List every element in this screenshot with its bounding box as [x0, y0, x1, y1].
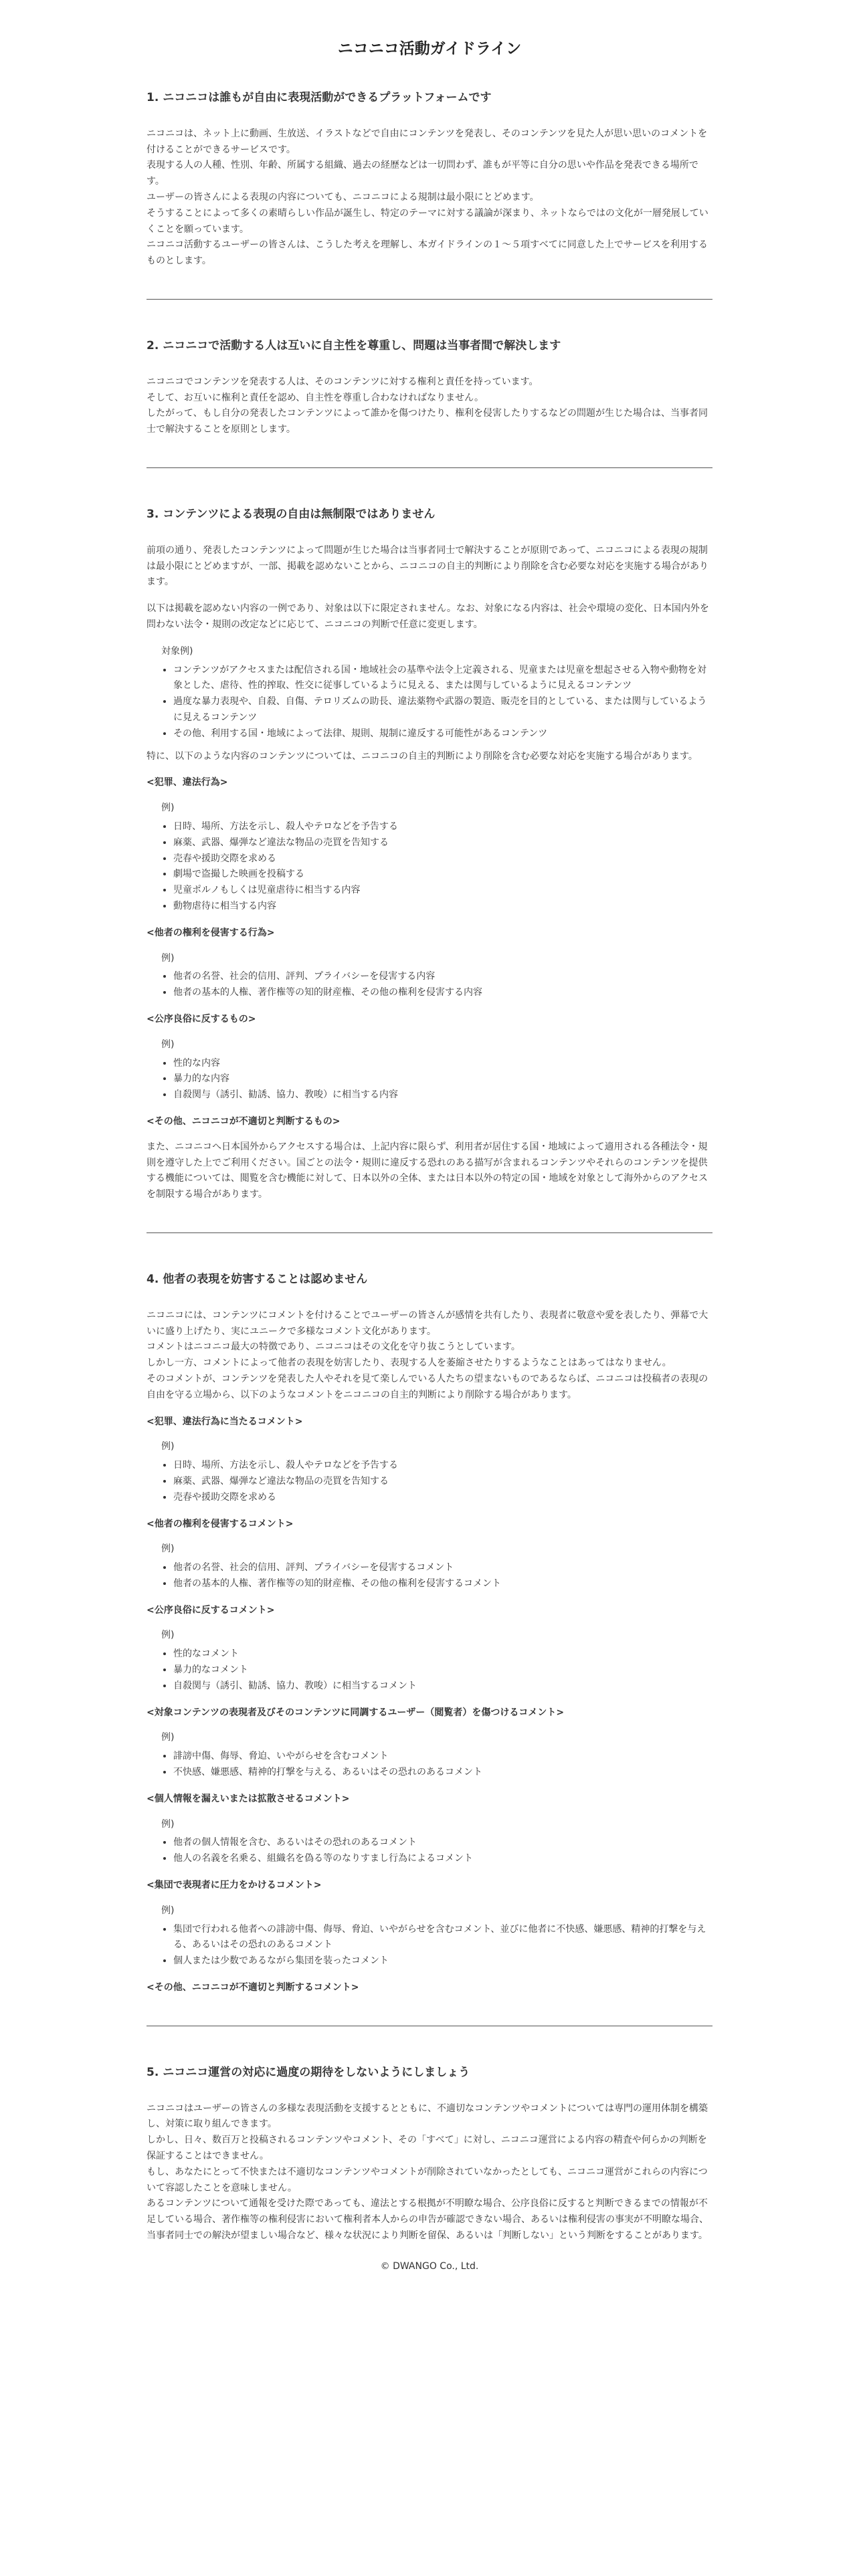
list-item: • 不快感、嫌悪感、精神的打撃を与える、あるいはその恐れのあるコメント [173, 1765, 712, 1781]
list-item: • 劇場で盗撮した映画を投稿する [173, 867, 712, 883]
example-label: 例) [161, 1818, 175, 1830]
section-paragraph: ニコニコには、コンテンツにコメントを付けることでユーザーの皆さんが感情を共有したり、表現者に敬意や愛を表したり、弾幕で大いに盛り上げたり、実にユニークで多様なコメント文化があります。 コメントはニコニコ最大の特徴であり、ニコニコはその文化を守り抜こうとしています。 しかし一方、コメントによって他者の表現を妨害したり、表現する人を萎縮させたりするようなことはあってはなりません。 そのコメントが、コンテンツを発表した人やそれを見て楽しんでいる人たちの望まないものであるならば、ニコニコは投稿者の表現の自由を守る立場から、以下のようなコメントをニコニコの自主的判断により削除する場合があります。 [147, 1309, 708, 1400]
section-paragraph: 前項の通り、発表したコンテンツによって問題が生じた場合は当事者同士で解決することが原則であって、ニコニコによる表現の規制は最小限にとどめますが、一部、掲載を認めないことから、ニコニコの自主的判断により削除を含む必要な対応を実施する場合があります。 [147, 544, 708, 588]
group-title: <対象コンテンツの表現者及びそのコンテンツに同調するユーザー（閲覧者）を傷つけるコメント> [147, 1707, 565, 1718]
copyright-footer: © DWANGO Co., Ltd. [380, 2260, 479, 2272]
section-4 [147, 1272, 712, 1996]
page-title: ニコニコ活動ガイドライン [337, 40, 522, 58]
list-item: • 過度な暴力表現や、自殺、自傷、テロリズムの助長、違法薬物や武器の製造、販売を目的としている、または関与しているように見えるコンテンツ [173, 694, 712, 726]
example-list [147, 969, 712, 1001]
list-item: • 児童ポルノもしくは児童虐待に相当する内容 [173, 883, 712, 899]
target-list [147, 663, 712, 742]
section-3 [147, 507, 712, 1203]
example-list [147, 1835, 712, 1867]
example-list [147, 1458, 712, 1505]
section-paragraph: ニコニコは、ネット上に動画、生放送、イラストなどで自由にコンテンツを発表し、そのコンテンツを見た人が思い思いのコメントを付けることができるサービスです。 表現する人の人種、性別、年齢、所属する組織、過去の経歴などは一切問わず、誰もが平等に自分の思いや作品を発表できる場所です。 ユーザーの皆さんによる表現の内容についても、ニコニコによる規制は最小限にとどめます。 そうすることによって多くの素晴らしい作品が誕生し、特定のテーマに対する議論が深まり、ネットならではの文化が一層発展していくことを願っています。 ニコニコ活動するユーザーの皆さんは、こうした考えを理解し、本ガイドラインの１～５項すべてに同意した上でサービスを利用するものとします。 [147, 128, 708, 267]
group-title: <その他、ニコニコが不適切と判断するもの> [147, 1115, 341, 1127]
list-item: • 暴力的な内容 [173, 1071, 712, 1087]
group-title: <公序良俗に反するもの> [147, 1013, 256, 1025]
list-item: • その他、利用する国・地域によって法律、規則、規制に違反する可能性があるコンテンツ [173, 726, 712, 742]
section-1 [147, 90, 712, 270]
example-label: 例) [161, 802, 175, 814]
group-title: <犯罪、違法行為> [147, 777, 228, 788]
list-item: • 麻薬、武器、爆弾など違法な物品の売買を告知する [173, 1474, 712, 1490]
section-heading: 3. コンテンツによる表現の自由は無制限ではありません [147, 508, 436, 522]
section-paragraph: 以下は掲載を認めない内容の一例であり、対象は以下に限定されません。なお、対象になる内容は、社会や環境の変化、日本国内外を問わない法令・規則の改定などに応じて、ニコニコの判断で任意に変更します。 [147, 603, 709, 631]
list-item: • 自殺関与（誘引、勧誘、協力、教唆）に相当する内容 [173, 1087, 712, 1103]
group-title: <集団で表現者に圧力をかけるコメント> [147, 1880, 322, 1891]
example-label: 例) [161, 1039, 175, 1050]
example-list [147, 1056, 712, 1103]
section-divider [147, 467, 712, 468]
section-heading: 4. 他者の表現を妨害することは認めません [147, 1272, 368, 1286]
example-label: 対象例) [161, 645, 193, 657]
section-paragraph: ニコニコでコンテンツを発表する人は、そのコンテンツに対する権利と責任を持っています。 そして、お互いに権利と責任を認め、自主性を尊重し合わなければなりません。 したがって、もし自分の発表したコンテンツによって誰かを傷つけたり、権利を侵害したりするなどの問題が生じた場合は、当事者同士で解決することを原則とします。 [147, 376, 708, 435]
section-paragraph: 特に、以下のような内容のコンテンツについては、ニコニコの自主的判断により削除を含む必要な対応を実施する場合があります。 [147, 750, 698, 762]
example-label: 例) [161, 952, 175, 964]
example-label: 例) [161, 1630, 175, 1641]
section-2 [147, 338, 712, 438]
list-item: • 暴力的なコメント [173, 1662, 712, 1679]
list-item: • 日時、場所、方法を示し、殺人やテロなどを予告する [173, 1458, 712, 1474]
section-5 [147, 2065, 712, 2244]
group-title: <他者の権利を侵害するコメント> [147, 1518, 294, 1529]
list-item: • 他者の名誉、社会的信用、評判、プライバシーを侵害する内容 [173, 969, 712, 985]
example-list [147, 1646, 712, 1694]
list-item: • 麻薬、武器、爆弾など違法な物品の売買を告知する [173, 835, 712, 851]
list-item: • 他者の名誉、社会的信用、評判、プライバシーを侵害するコメント [173, 1560, 712, 1576]
example-label: 例) [161, 1905, 175, 1916]
list-item: • 日時、場所、方法を示し、殺人やテロなどを予告する [173, 819, 712, 835]
section-paragraph: ニコニコはユーザーの皆さんの多様な表現活動を支援するとともに、不適切なコンテンツやコメントについては専門の運用体制を構築し、対策に取り組んできます。 しかし、日々、数百万と投稿されるコンテンツやコメント、その「すべて」に対し、ニコニコ運営による内容の精査や何らかの判断を保証することはできません。 もし、あなたにとって不快または不適切なコンテンツやコメントが削除されていなかったとしても、ニコニコ運営がこれらの内容について容認したことを意味しません。 あるコンテンツについて通報を受けた際であっても、違法とする根拠が不明瞭な場合、公序良俗に反すると判断できるまでの情報が不足している場合、著作権等の権利侵害において権利者本人からの申告が確認できない場合、あるいは権利侵害の事実が不明瞭な場合、当事者同士での解決が望ましい場合など、様々な状況により判断を留保、あるいは「判断しない」という判断をすることがあります。 [147, 2103, 708, 2241]
section-paragraph: また、ニコニコへ日本国外からアクセスする場合は、上記内容に限らず、利用者が居住する国・地域によって適用される各種法令・規則を遵守した上でご利用ください。国ごとの法令・規則に違反する恐れのある描写が含まれるコンテンツやそれらのコンテンツを提供する機能については、閲覧を含む機能に対して、日本以外の全体、または日本以外の特定の国・地域を対象として海外からのアクセスを制限する場合があります。 [147, 1141, 708, 1200]
list-item: • 売春や援助交際を求める [173, 851, 712, 867]
example-list [147, 819, 712, 915]
group-title: <個人情報を漏えいまたは拡散させるコメント> [147, 1793, 350, 1804]
list-item: • 自殺関与（誘引、勧誘、協力、教唆）に相当するコメント [173, 1679, 712, 1695]
list-item: • 他者の個人情報を含む、あるいはその恐れのあるコメント [173, 1835, 712, 1851]
group-title: <他者の権利を侵害する行為> [147, 927, 275, 938]
list-item: • 他人の名義を名乗る、組織名を偽る等のなりすまし行為によるコメント [173, 1851, 712, 1867]
section-divider [147, 299, 712, 300]
list-item: • 性的な内容 [173, 1056, 712, 1072]
list-item: • 誹謗中傷、侮辱、脅迫、いやがらせを含むコメント [173, 1749, 712, 1765]
list-item: • 集団で行われる他者への誹謗中傷、侮辱、脅迫、いやがらせを含むコメント、並びに他者に不快感、嫌悪感、精神的打撃を与える、あるいはその恐れのあるコメント [173, 1922, 712, 1954]
list-item: • 売春や援助交際を求める [173, 1490, 712, 1506]
example-label: 例) [161, 1732, 175, 1743]
group-title: <犯罪、違法行為に当たるコメント> [147, 1416, 303, 1427]
example-label: 例) [161, 1543, 175, 1555]
section-heading: 5. ニコニコ運営の対応に過度の期待をしないようにしましょう [147, 2065, 470, 2079]
list-item: • 性的なコメント [173, 1646, 712, 1662]
example-list [147, 1749, 712, 1781]
list-item: • 動物虐待に相当する内容 [173, 899, 712, 915]
list-item: • 他者の基本的人権、著作権等の知的財産権、その他の権利を侵害するコメント [173, 1576, 712, 1592]
group-title: <その他、ニコニコが不適切と判断するコメント> [147, 1982, 359, 1994]
group-title: <公序良俗に反するコメント> [147, 1604, 275, 1616]
example-label: 例) [161, 1441, 175, 1453]
list-item: • 個人または少数であるながら集団を装ったコメント [173, 1953, 712, 1969]
example-list [147, 1560, 712, 1592]
guideline-document [147, 0, 712, 2275]
section-heading: 2. ニコニコで活動する人は互いに自主性を尊重し、問題は当事者間で解決します [147, 339, 561, 353]
example-list [147, 1922, 712, 1969]
list-item: • コンテンツがアクセスまたは配信される国・地域社会の基準や法令上定義される、児童または児童を想起させる入物や動物を対象とした、虐待、性的搾取、性交に従事しているように見える、または関与しているように見えるコンテンツ [173, 663, 712, 695]
section-heading: 1. ニコニコは誰もが自由に表現活動ができるプラットフォームです [147, 91, 492, 105]
section-divider [147, 1232, 712, 1233]
list-item: • 他者の基本的人権、著作権等の知的財産権、その他の権利を侵害する内容 [173, 985, 712, 1001]
